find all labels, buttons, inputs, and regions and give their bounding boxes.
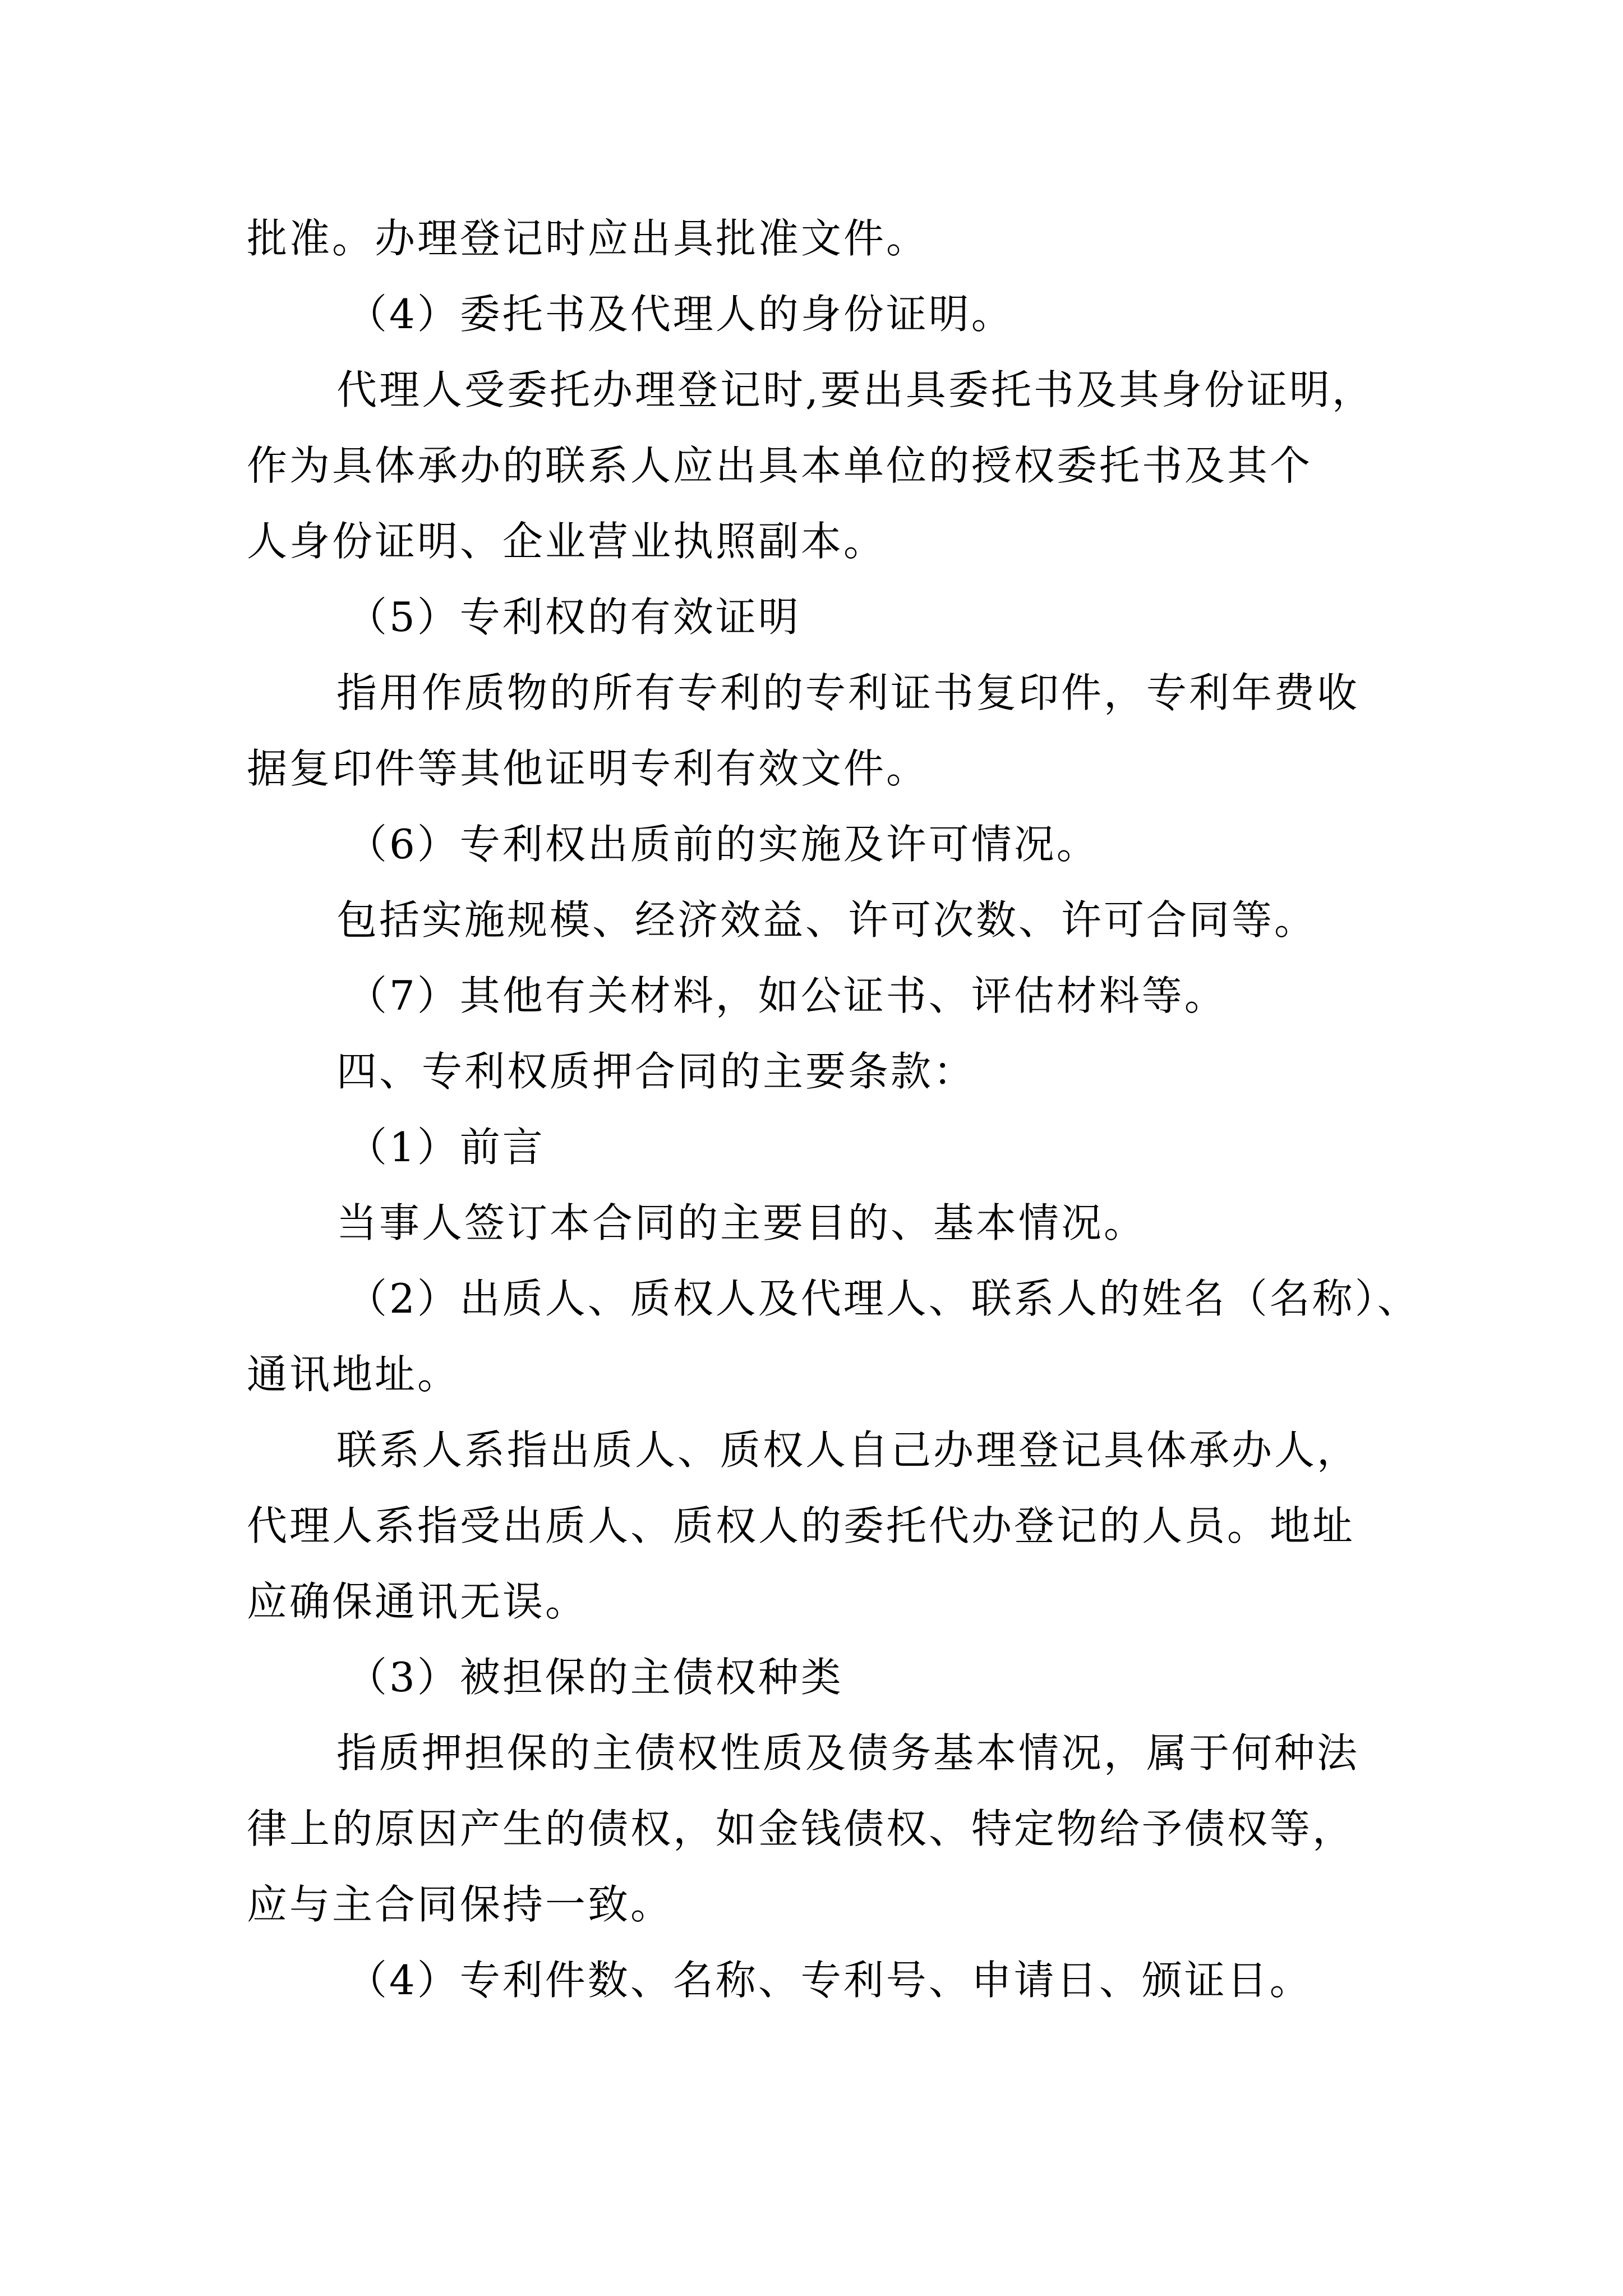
text-line: 当事人签订本合同的主要目的、基本情况。	[336, 1199, 1147, 1246]
text-line: 批准。办理登记时应出具批准文件。	[247, 215, 929, 262]
text-line: 应与主合同保持一致。	[247, 1881, 674, 1928]
text-line: （2）出质人、质权人及代理人、联系人的姓名（名称）、	[347, 1275, 1420, 1322]
text-line: 联系人系指出质人、质权人自己办理登记具体承办人，	[336, 1427, 1360, 1474]
text-line: 代理人系指受出质人、质权人的委托代办登记的人员。地址	[247, 1502, 1355, 1549]
text-line: 代理人受委托办理登记时,要出具委托书及其身份证明，	[336, 366, 1375, 413]
text-line: （5）专利权的有效证明	[347, 593, 801, 641]
text-line: 律上的原因产生的债权，如金钱债权、特定物给予债权等，	[247, 1805, 1355, 1852]
text-line: 通讯地址。	[247, 1351, 460, 1398]
text-line: （6）专利权出质前的实施及许可情况。	[347, 821, 1099, 868]
text-line: （3）被担保的主债权种类	[347, 1654, 843, 1701]
section-heading: 四、专利权质押合同的主要条款：	[336, 1048, 976, 1095]
text-line: （1）前言	[347, 1124, 545, 1171]
text-line: （4）专利件数、名称、专利号、申请日、颁证日。	[347, 1957, 1312, 2004]
text-line: （7）其他有关材料，如公证书、评估材料等。	[347, 972, 1227, 1019]
text-line: 人身份证明、企业营业执照副本。	[247, 518, 887, 565]
text-line: （4）委托书及代理人的身份证明。	[347, 291, 1014, 338]
text-line: 应确保通讯无误。	[247, 1578, 588, 1625]
text-line: 包括实施规模、经济效益、许可次数、许可合同等。	[336, 896, 1317, 944]
text-line: 指质押担保的主债权性质及债务基本情况，属于何种法	[336, 1729, 1360, 1777]
text-line: 作为具体承办的联系人应出具本单位的授权委托书及其个	[247, 442, 1313, 489]
text-line: 指用作质物的所有专利的专利证书复印件，专利年费收	[336, 669, 1360, 716]
text-line: 据复印件等其他证明专利有效文件。	[247, 745, 929, 792]
